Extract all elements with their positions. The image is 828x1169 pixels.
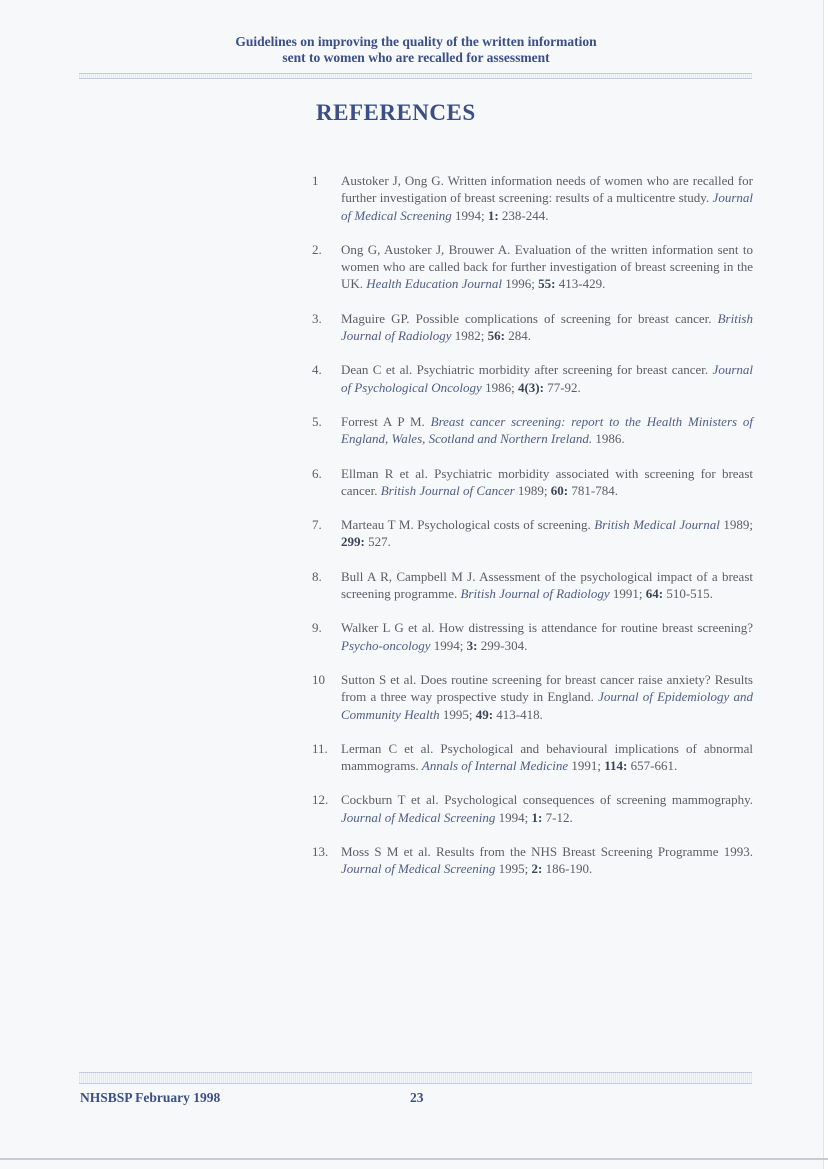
reference-item (312, 843, 753, 878)
reference-fragment: 781-784. (568, 482, 618, 498)
journal-title: British Journal of Radiology (460, 586, 610, 602)
reference-fragment: Walker L G et al. How distressing is attendance for routine breast screening? (341, 620, 753, 636)
reference-fragment: Forrest A P M. (341, 413, 431, 429)
reference-number: 11. (312, 740, 328, 756)
reference-number: 10 (312, 671, 325, 687)
volume-number: 3: (466, 637, 478, 653)
running-header (0, 34, 828, 66)
journal-title: British Journal of Cancer (380, 482, 515, 498)
reference-fragment: 413-418. (493, 706, 543, 722)
reference-number: 2. (312, 241, 322, 257)
reference-number: 8. (312, 568, 322, 584)
reference-number: 1 (312, 173, 319, 188)
volume-number: 64: (645, 586, 664, 602)
reference-fragment: Ong G, Austoker J, Brouwer A. Evaluation of the written information sent to women who are called back for further investigation of breast screening in the UK. (341, 241, 753, 292)
reference-fragment: 1995; (495, 861, 532, 877)
reference-item (312, 791, 753, 826)
reference-fragment: 1989; (719, 517, 753, 533)
reference-text (341, 568, 753, 603)
reference-text (341, 671, 753, 723)
reference-fragment: 1986. (592, 431, 625, 447)
volume-number: 1: (531, 809, 543, 825)
reference-fragment: Bull A R, Campbell M J. Assessment of the psychological impact of a breast screening programme. (341, 568, 753, 602)
reference-number: 12. (312, 792, 329, 808)
reference-item (312, 619, 753, 654)
reference-fragment: Moss S M et al. Results from the NHS Breast Screening Programme 1993. (341, 844, 753, 860)
journal-title: Journal of Medical Screening (341, 861, 496, 877)
page-bottom-edge (0, 1158, 828, 1160)
volume-number: 55: (538, 276, 556, 292)
reference-fragment: Austoker J, Ong G. Written information needs of women who are recalled for further investigation of breast screening: results of a multicentre study. (341, 173, 753, 206)
reference-item (312, 740, 753, 775)
page-title: REFERENCES (316, 100, 476, 125)
reference-fragment: 1991; (568, 758, 605, 774)
volume-number: 60: (550, 482, 569, 498)
reference-fragment: 1996; (502, 276, 539, 292)
reference-fragment: 1995; (439, 706, 476, 722)
reference-fragment: Marteau T M. Psychological costs of screening. (341, 517, 595, 533)
journal-title: Journal of Psychological Oncology (341, 362, 753, 395)
reference-fragment: 186-190. (542, 861, 593, 877)
volume-number: 299: (341, 534, 365, 550)
reference-text (341, 465, 753, 500)
journal-title: Health Education Journal (366, 276, 503, 292)
reference-fragment: Lerman C et al. Psychological and behavioural implications of abnormal mammograms. (341, 740, 753, 774)
reference-fragment: 238-244. (498, 207, 549, 223)
reference-fragment: Ellman R et al. Psychiatric morbidity associated with screening for breast cancer. (341, 465, 753, 498)
reference-text (341, 843, 753, 878)
reference-text (341, 516, 753, 551)
reference-item (312, 310, 753, 345)
reference-fragment: 284. (504, 328, 531, 344)
page-number: 23 (410, 1090, 424, 1105)
journal-title: Breast cancer screening: report to the Health Ministers of England, Wales, Scotland and Northern Ireland. (341, 413, 753, 447)
volume-number: 2: (531, 861, 543, 877)
reference-fragment: Cockburn T et al. Psychological consequences of screening mammography. (341, 792, 753, 808)
footer-publication: NHSBSP February 1998 (80, 1090, 221, 1105)
reference-fragment: 1991; (609, 586, 646, 602)
reference-fragment: Dean C et al. Psychiatric morbidity after screening for breast cancer. (341, 362, 713, 378)
reference-fragment: 7-12. (542, 809, 573, 825)
reference-item (312, 361, 753, 396)
footer-rule (79, 1072, 752, 1084)
header-line-1: Guidelines on improving the quality of the written information (235, 34, 597, 49)
volume-number: 1: (487, 207, 499, 223)
reference-item (312, 516, 753, 551)
reference-fragment: 527. (364, 534, 391, 550)
reference-fragment: 657-661. (627, 758, 678, 774)
reference-number: 6. (312, 465, 322, 481)
reference-item (312, 671, 753, 723)
journal-title: Journal of Medical Screening (341, 809, 496, 825)
reference-number: 3. (312, 310, 322, 326)
reference-text (341, 172, 753, 224)
journal-title: British Journal of Radiology (341, 310, 753, 344)
journal-title: British Medical Journal (594, 517, 720, 533)
reference-fragment: 1986; (481, 379, 518, 395)
reference-text (341, 241, 753, 293)
volume-number: 56: (487, 328, 505, 344)
reference-number: 7. (312, 517, 322, 533)
reference-number: 5. (312, 413, 322, 429)
reference-text (341, 413, 753, 448)
reference-number: 9. (312, 620, 322, 636)
journal-title: Journal of Medical Screening (341, 190, 753, 223)
header-line-2: sent to women who are recalled for assessment (282, 50, 550, 65)
reference-text (341, 619, 753, 654)
reference-fragment: 1982; (451, 328, 488, 344)
journal-title: Psycho-oncology (341, 637, 431, 653)
volume-number: 49: (475, 706, 494, 722)
reference-text (341, 310, 753, 345)
reference-fragment: 1994; (430, 637, 467, 653)
reference-fragment: 1994; (451, 207, 488, 223)
volume-number: 4(3): (517, 379, 544, 395)
reference-fragment: 1994; (495, 809, 532, 825)
reference-item (312, 172, 753, 224)
journal-title: Journal of Epidemiology and Community Health (341, 689, 753, 722)
reference-item (312, 413, 753, 448)
page-edge (823, 0, 828, 1169)
reference-text (341, 791, 753, 826)
volume-number: 114: (604, 758, 628, 774)
reference-text (341, 361, 753, 396)
reference-item (312, 241, 753, 293)
reference-item (312, 465, 753, 500)
reference-fragment: 1989; (514, 482, 551, 498)
header-rule (79, 73, 752, 79)
journal-title: Annals of Internal Medicine (421, 758, 569, 774)
reference-number: 4. (312, 362, 322, 378)
reference-text (341, 740, 753, 775)
reference-fragment: 299-304. (477, 637, 528, 653)
reference-fragment: 77-92. (543, 379, 581, 395)
reference-fragment: Maguire GP. Possible complications of screening for breast cancer. (341, 310, 718, 326)
reference-number: 13. (312, 844, 329, 860)
reference-list (312, 172, 753, 878)
reference-fragment: Sutton S et al. Does routine screening for breast cancer raise anxiety? Results from a three way prospective study in England. (341, 671, 753, 705)
reference-fragment: 413-429. (555, 276, 606, 292)
reference-item (312, 568, 753, 603)
reference-fragment: 510-515. (663, 586, 713, 602)
